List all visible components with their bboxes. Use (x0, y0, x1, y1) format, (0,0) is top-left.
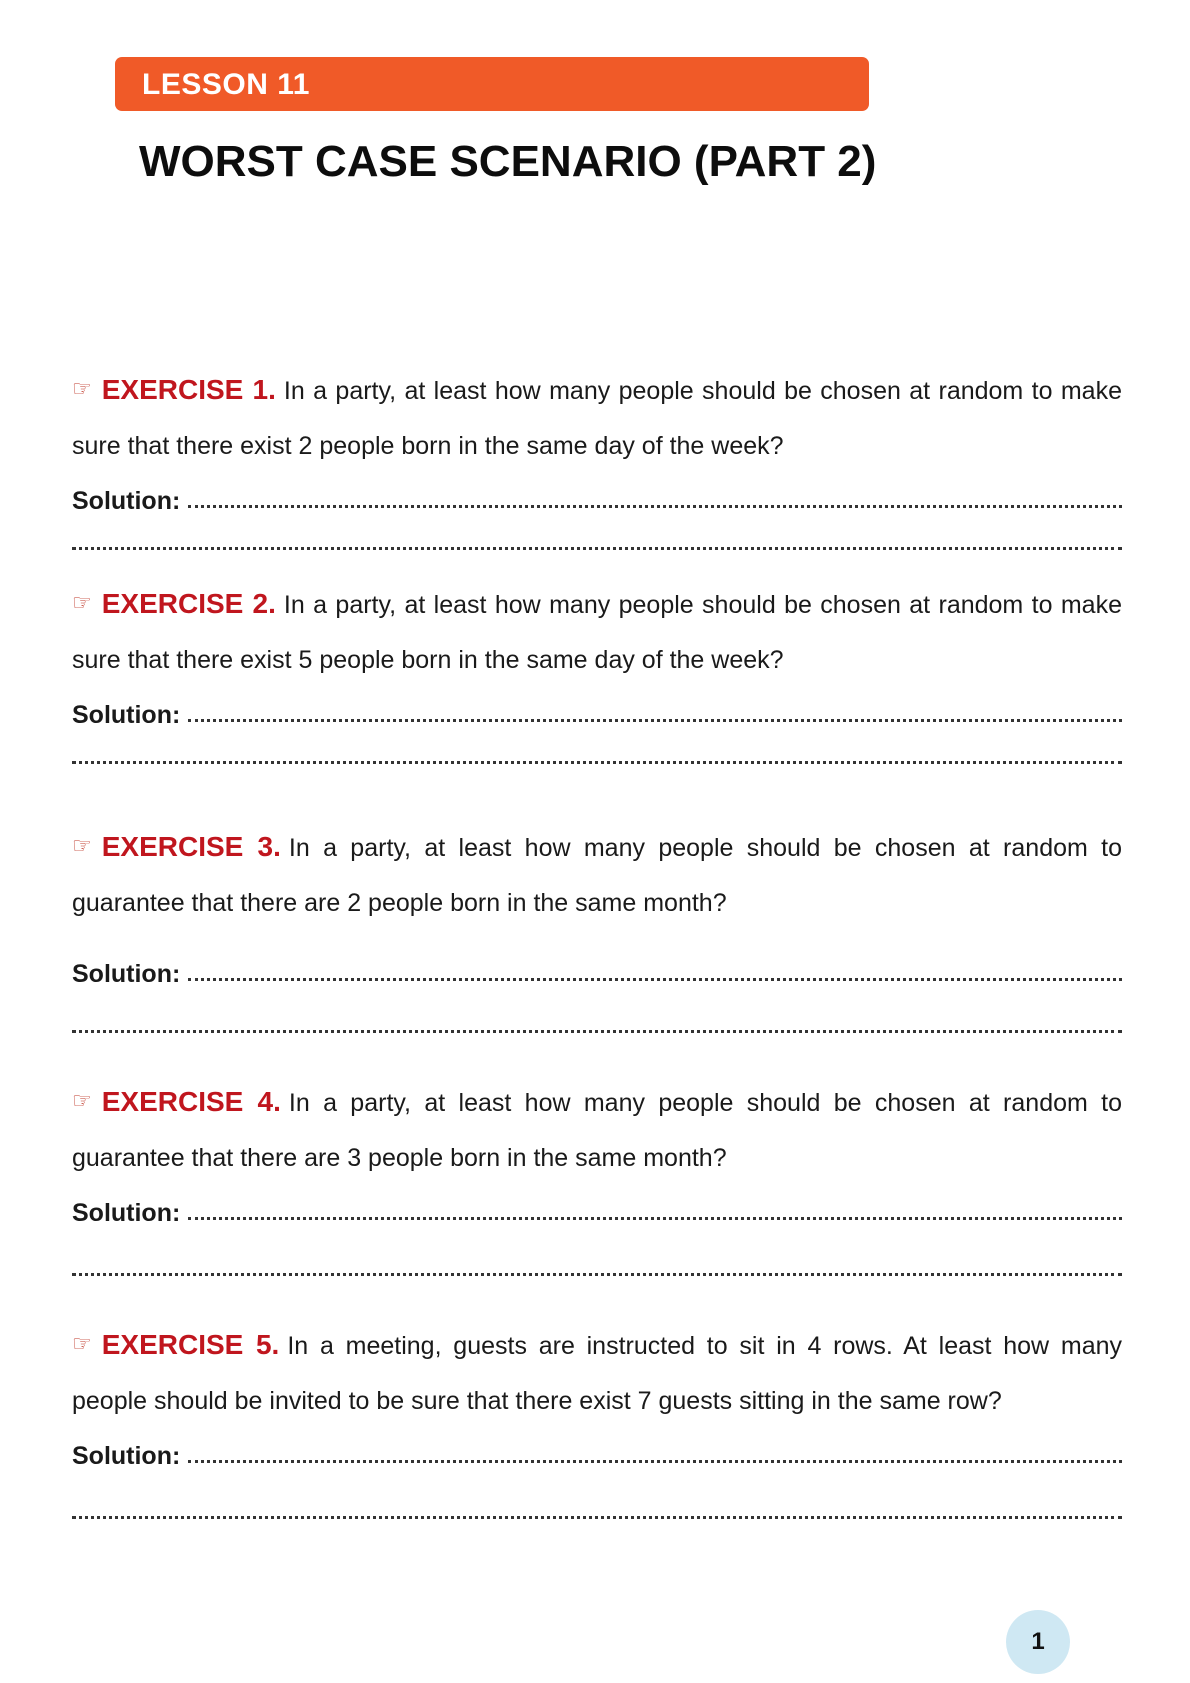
answer-dots (188, 505, 1122, 508)
answer-line (72, 516, 1122, 558)
exercise-1 (72, 361, 1122, 558)
answer-dots (188, 978, 1122, 981)
lesson-label: LESSON 11 (142, 68, 310, 101)
answer-dots (72, 1516, 1122, 1519)
solution-label: Solution: (72, 701, 181, 729)
answer-line (72, 1471, 1122, 1527)
exercise-label: EXERCISE 2. (101, 588, 276, 619)
solution-label: Solution: (72, 1199, 181, 1227)
exercise-label: EXERCISE 3. (101, 831, 281, 862)
answer-dots (72, 1030, 1122, 1033)
solution-line (72, 1186, 1122, 1228)
exercise-prompt (72, 361, 1122, 474)
exercise-text: In a party, at least how many people should be chosen at random to guarantee that there are 2 people born in the same month? (72, 834, 1123, 917)
exercise-5 (72, 1316, 1122, 1527)
solution-line (72, 688, 1122, 730)
pointing-hand-icon: ☞ (72, 1331, 92, 1356)
exercise-prompt (72, 1073, 1122, 1186)
exercise-text: In a party, at least how many people should be chosen at random to make sure that there exist 2 people born in the same day of the week? (72, 377, 1122, 460)
solution-label: Solution: (72, 1442, 181, 1470)
exercise-label: EXERCISE 1. (101, 374, 276, 405)
exercise-prompt (72, 1316, 1122, 1429)
exercise-label: EXERCISE 5. (101, 1329, 280, 1360)
answer-line (72, 730, 1122, 772)
page-title: WORST CASE SCENARIO (PART 2) (139, 137, 877, 186)
exercise-4 (72, 1073, 1122, 1284)
exercise-text: In a party, at least how many people should be chosen at random to guarantee that there are 3 people born in the same month? (72, 1089, 1123, 1172)
solution-line (72, 474, 1122, 516)
exercise-text: In a meeting, guests are instructed to sit in 4 rows. At least how many people should be invited to be sure that there exist 7 guests sitting in the same row? (72, 1332, 1123, 1415)
exercise-label: EXERCISE 4. (101, 1086, 281, 1117)
page-number-badge: 1 (1006, 1610, 1070, 1674)
solution-label: Solution: (72, 487, 181, 515)
solution-label: Solution: (72, 960, 181, 988)
solution-line (72, 931, 1122, 989)
answer-line (72, 989, 1122, 1041)
answer-dots (72, 1273, 1122, 1276)
exercise-2 (72, 575, 1122, 772)
lesson-banner (115, 57, 869, 111)
answer-line (72, 1228, 1122, 1284)
exercise-prompt (72, 575, 1122, 688)
answer-dots (188, 719, 1122, 722)
pointing-hand-icon: ☞ (72, 590, 92, 615)
exercise-3 (72, 818, 1122, 1041)
pointing-hand-icon: ☞ (72, 833, 92, 858)
exercise-text: In a party, at least how many people should be chosen at random to make sure that there exist 5 people born in the same day of the week? (72, 591, 1122, 674)
pointing-hand-icon: ☞ (72, 1088, 92, 1113)
answer-dots (188, 1217, 1122, 1220)
pointing-hand-icon: ☞ (72, 376, 92, 401)
answer-dots (72, 761, 1122, 764)
answer-dots (72, 547, 1122, 550)
solution-line (72, 1429, 1122, 1471)
answer-dots (188, 1460, 1122, 1463)
exercise-prompt (72, 818, 1122, 931)
